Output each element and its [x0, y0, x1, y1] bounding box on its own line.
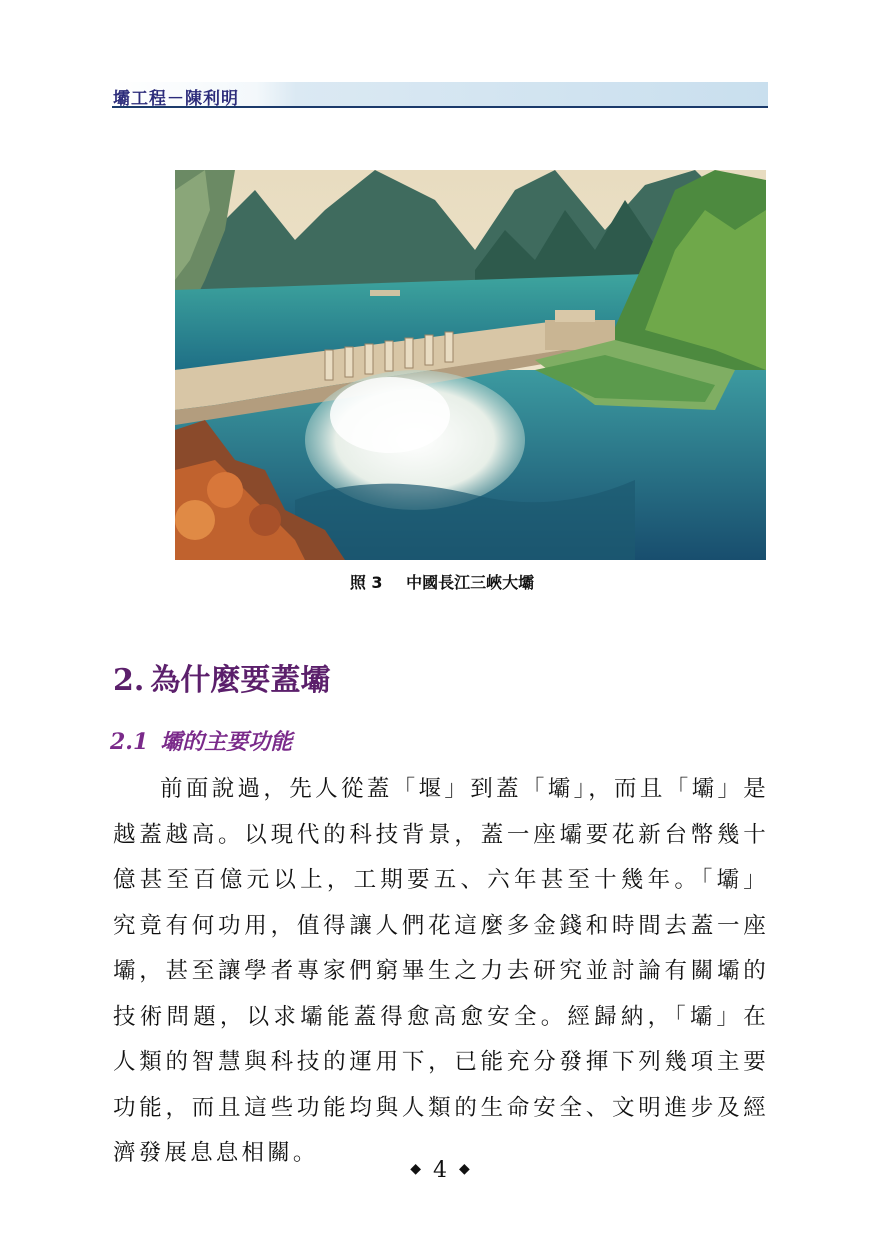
body-paragraph: 前面說過，先人從蓋「堰」到蓋「壩」，而且「壩」是越蓋越高。以現代的科技背景，蓋一座壩要花新台幣幾十億甚至百億元以上，工期要五、六年甚至十幾年。「壩」究竟有何功用，值得讓人們花這麼多金錢和時間去蓋一座壩，甚至讓學者專家們窮畢生之力去研究並討論有關壩的技術問題，以求壩能蓋得愈高愈安全。經歸納，「壩」在人類的智慧與科技的運用下，已能充分發揮下列幾項主要功能，而且這些功能均與人類的生命安全、文明進步及經濟發展息息相關。: [113, 776, 769, 1166]
running-header: 壩工程－陳利明: [113, 89, 239, 109]
photo-caption: [0, 570, 880, 593]
footer-right-diamond-icon: ◆: [459, 1161, 470, 1177]
dam-photo: [175, 170, 766, 560]
footer-left-diamond-icon: ◆: [410, 1161, 421, 1177]
caption-text: 中國長江三峽大壩: [406, 573, 535, 592]
caption-label: 照 3: [349, 573, 383, 592]
section-heading: [113, 655, 330, 699]
subsection-heading: [110, 725, 292, 756]
body-text: [113, 767, 769, 1177]
page-number: 4: [433, 1158, 447, 1183]
subsection-title: 壩的主要功能: [160, 730, 293, 755]
subsection-number: 2.1: [110, 729, 149, 755]
section-title: 為什麼要蓋壩: [150, 663, 331, 698]
section-number: 2.: [113, 663, 145, 698]
page-footer: [0, 1158, 880, 1183]
